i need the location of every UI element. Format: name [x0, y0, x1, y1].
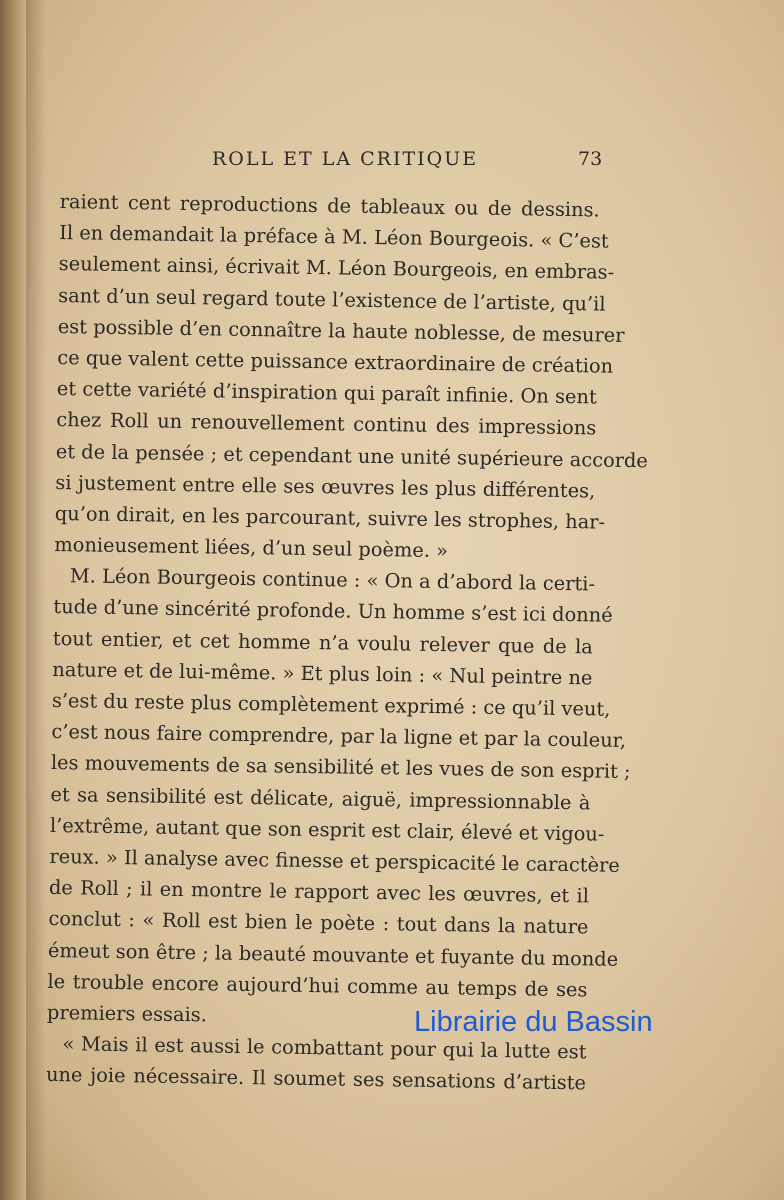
binding-gutter: [0, 0, 26, 1200]
text-line: et cette variété d’inspiration qui paraît infinie. On sent: [56, 377, 597, 409]
text-line: ce que valent cette puissance extraordinaire de création: [57, 345, 614, 378]
running-head: ROLL ET LA CRITIQUE: [212, 148, 479, 170]
text-line: monieusement liées, d’un seul poème. »: [54, 533, 449, 563]
text-line: Il en demandait la préface à M. Léon Bourgeois. « C’est: [59, 221, 609, 253]
page-number: 73: [578, 148, 603, 170]
text-line: premiers essais.: [46, 1000, 208, 1027]
text-line: qu’on dirait, en les parcourant, suivre les strophes, har-: [54, 501, 606, 534]
text-line: raient cent reproductions de tableaux ou de dessins.: [59, 189, 600, 222]
text-line: « Mais il est aussi le combattant pour qui la lutte est: [62, 1032, 587, 1064]
text-line: tude d’une sincérité profonde. Un homme s’est ici donné: [53, 595, 613, 628]
text-line: conclut : « Roll est bien le poète : tout dans la nature: [48, 907, 589, 939]
page-fold-shadow: [26, 0, 46, 1200]
text-line: nature et de lui-même. » Et plus loin : « Nul peintre ne: [52, 657, 593, 690]
text-line: une joie nécessaire. Il soumet ses sensations d’artiste: [45, 1063, 587, 1095]
body-text: [45, 186, 649, 1099]
text-line: reux. » Il analyse avec finesse et perspicacité le caractère: [49, 844, 620, 877]
text-line: est possible d’en connaître la haute noblesse, de mesurer: [57, 314, 625, 347]
text-line: M. Léon Bourgeois continue : « On a d’abord la certi-: [69, 564, 596, 596]
text-line: seulement ainsi, écrivait M. Léon Bourgeois, en embras-: [58, 252, 615, 285]
text-line: et de la pensée ; et cependant une unité supérieure accorde: [55, 439, 649, 472]
text-line: tout entier, et cet homme n’a voulu relever que de la: [52, 626, 594, 659]
text-line: le trouble encore aujourd’hui comme au temps de ses: [47, 969, 588, 1002]
text-line: si justement entre elle ses œuvres les plus différentes,: [55, 470, 596, 503]
watermark: Librairie du Bassin: [414, 1006, 653, 1038]
text-line: et sa sensibilité est délicate, aiguë, impressionnable à: [50, 782, 591, 814]
text-line: de Roll ; il en montre le rapport avec les œuvres, et il: [48, 876, 590, 908]
text-line: c’est nous faire comprendre, par la ligne et par la couleur,: [51, 720, 627, 753]
text-line: sant d’un seul regard toute l’existence de l’artiste, qu’il: [58, 283, 606, 316]
text-line: s’est du reste plus complètement exprimé : ce qu’il veut,: [51, 688, 611, 721]
text-line: les mouvements de sa sensibilité et les vues de son esprit ;: [50, 751, 631, 784]
text-line: l’extrême, autant que son esprit est clair, élevé et vigou-: [49, 813, 605, 846]
text-line: émeut son être ; la beauté mouvante et fuyante du monde: [47, 938, 619, 971]
text-line: chez Roll un renouvellement continu des impressions: [56, 408, 597, 440]
page-header: [0, 148, 784, 178]
